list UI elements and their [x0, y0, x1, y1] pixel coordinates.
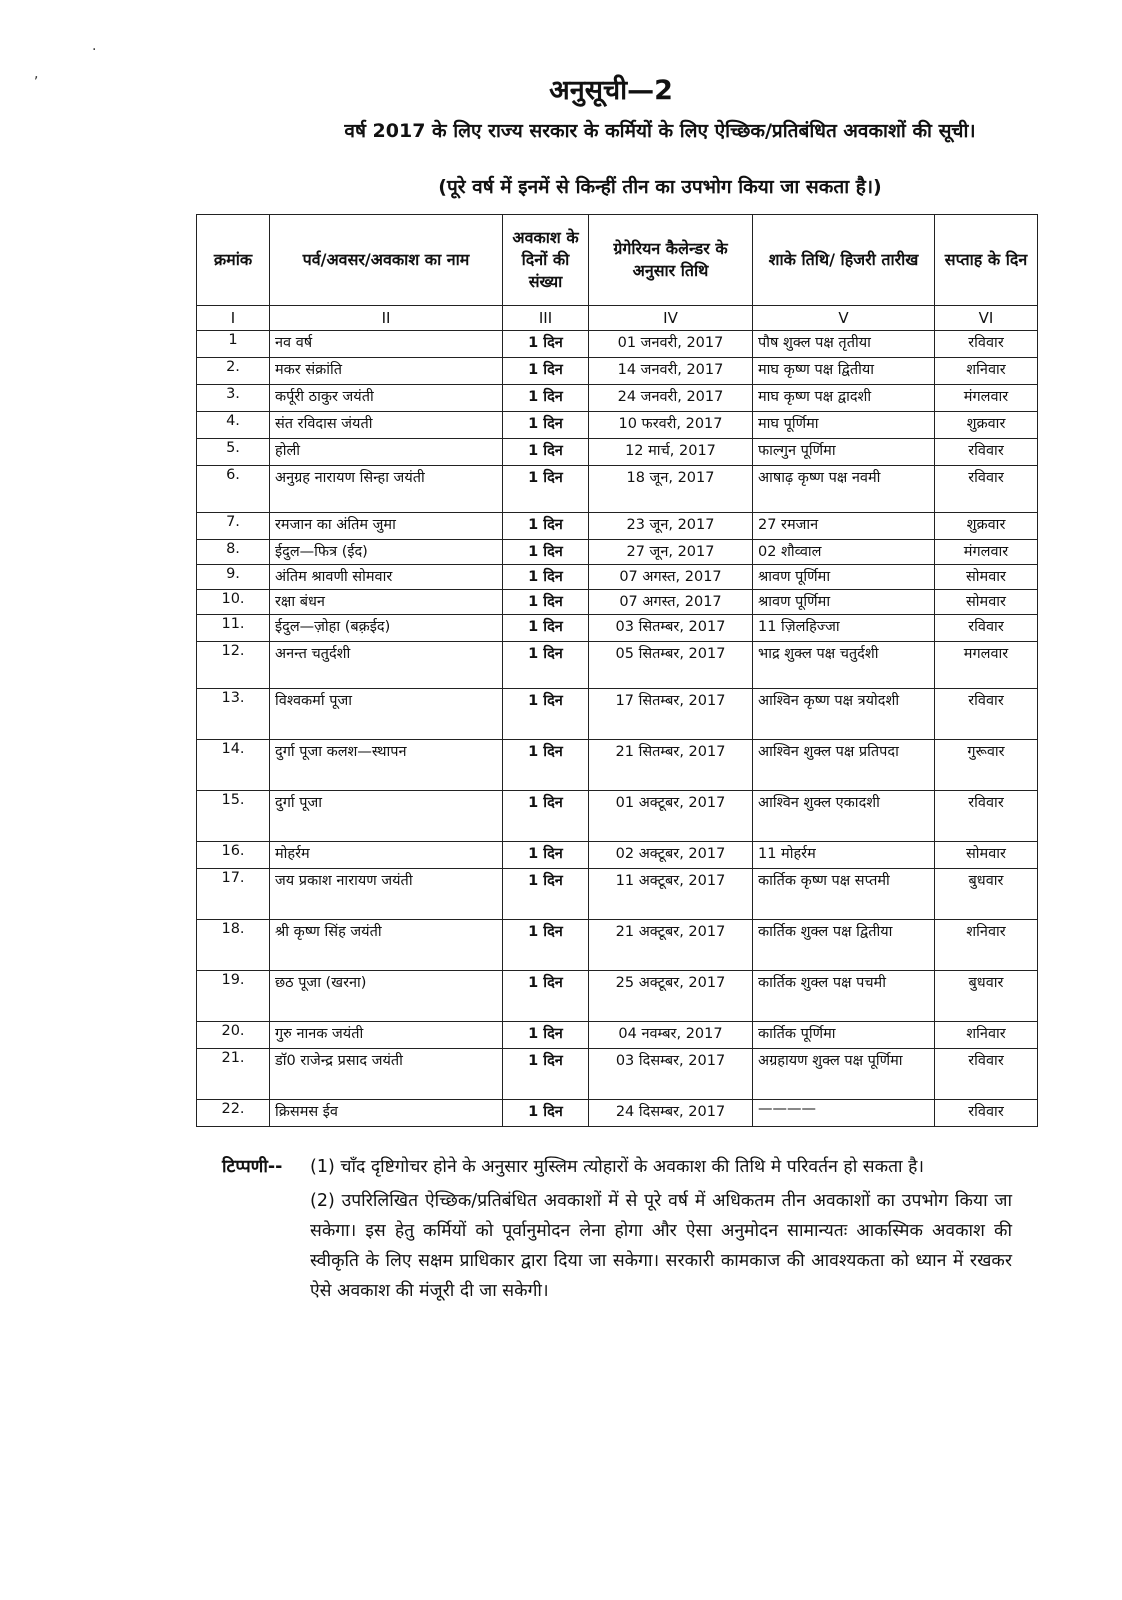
row-days-count: 1 दिन	[503, 385, 589, 412]
row-shaka-hijri-date: ————	[753, 1100, 935, 1127]
row-gregorian-date: 21 सितम्बर, 2017	[589, 740, 753, 791]
table-row	[197, 358, 1038, 385]
row-holiday-name: मोहर्रम	[270, 842, 503, 869]
notes-section	[222, 1152, 1012, 1310]
row-serial: 16.	[197, 842, 270, 869]
scan-speck: ,	[34, 66, 39, 82]
table-row	[197, 1022, 1038, 1049]
holiday-table	[196, 214, 1038, 1127]
table-row	[197, 971, 1038, 1022]
row-serial: 22.	[197, 1100, 270, 1127]
row-weekday: बुधवार	[935, 971, 1038, 1022]
table-row	[197, 869, 1038, 920]
row-holiday-name: ईदुल—फित्र (ईद)	[270, 540, 503, 565]
row-shaka-hijri-date: आश्विन कृष्ण पक्ष त्रयोदशी	[753, 689, 935, 740]
table-row	[197, 689, 1038, 740]
row-serial: 9.	[197, 565, 270, 590]
table-header-row	[197, 215, 1038, 306]
row-days-count: 1 दिन	[503, 1100, 589, 1127]
row-gregorian-date: 25 अक्टूबर, 2017	[589, 971, 753, 1022]
table-row	[197, 615, 1038, 642]
row-gregorian-date: 07 अगस्त, 2017	[589, 565, 753, 590]
note-item: (1) चाँद दृष्टिगोचर होने के अनुसार मुस्लिम त्योहारों के अवकाश की तिथि मे परिवर्तन हो सकता है।	[310, 1157, 925, 1177]
row-weekday: सोमवार	[935, 590, 1038, 615]
row-holiday-name: दुर्गा पूजा कलश—स्थापन	[270, 740, 503, 791]
row-serial: 6.	[197, 466, 270, 513]
table-row	[197, 1049, 1038, 1100]
row-weekday: रविवार	[935, 1100, 1038, 1127]
row-holiday-name: नव वर्ष	[270, 331, 503, 358]
document-subtitle: वर्ष 2017 के लिए राज्य सरकार के कर्मियों के लिए ऐच्छिक/प्रतिबंधित अवकाशों की सूची।	[344, 120, 976, 142]
row-gregorian-date: 02 अक्टूबर, 2017	[589, 842, 753, 869]
row-gregorian-date: 11 अक्टूबर, 2017	[589, 869, 753, 920]
row-shaka-hijri-date: अग्रहायण शुक्ल पक्ष पूर्णिमा	[753, 1049, 935, 1100]
row-shaka-hijri-date: 11 मोहर्रम	[753, 842, 935, 869]
row-gregorian-date: 01 अक्टूबर, 2017	[589, 791, 753, 842]
row-holiday-name: अनुग्रह नारायण सिन्हा जयंती	[270, 466, 503, 513]
row-days-count: 1 दिन	[503, 689, 589, 740]
row-days-count: 1 दिन	[503, 565, 589, 590]
row-days-count: 1 दिन	[503, 1049, 589, 1100]
table-row	[197, 791, 1038, 842]
row-days-count: 1 दिन	[503, 590, 589, 615]
row-days-count: 1 दिन	[503, 642, 589, 689]
row-shaka-hijri-date: 02 शौव्वाल	[753, 540, 935, 565]
row-holiday-name: क्रिसमस ईव	[270, 1100, 503, 1127]
table-row	[197, 920, 1038, 971]
row-days-count: 1 दिन	[503, 920, 589, 971]
row-weekday: मगलवार	[935, 642, 1038, 689]
table-row	[197, 439, 1038, 466]
row-holiday-name: गुरु नानक जयंती	[270, 1022, 503, 1049]
table-row	[197, 842, 1038, 869]
roman-numeral: VI	[935, 306, 1038, 331]
row-serial: 5.	[197, 439, 270, 466]
row-shaka-hijri-date: भाद्र शुक्ल पक्ष चतुर्दशी	[753, 642, 935, 689]
row-serial: 17.	[197, 869, 270, 920]
row-days-count: 1 दिन	[503, 615, 589, 642]
row-days-count: 1 दिन	[503, 466, 589, 513]
row-days-count: 1 दिन	[503, 1022, 589, 1049]
row-weekday: मंगलवार	[935, 385, 1038, 412]
row-days-count: 1 दिन	[503, 412, 589, 439]
row-gregorian-date: 14 जनवरी, 2017	[589, 358, 753, 385]
row-serial: 18.	[197, 920, 270, 971]
row-serial: 7.	[197, 513, 270, 540]
row-shaka-hijri-date: कार्तिक शुक्ल पक्ष द्वितीया	[753, 920, 935, 971]
row-gregorian-date: 24 दिसम्बर, 2017	[589, 1100, 753, 1127]
table-row	[197, 1100, 1038, 1127]
row-shaka-hijri-date: आषाढ़ कृष्ण पक्ष नवमी	[753, 466, 935, 513]
row-shaka-hijri-date: आश्विन शुक्ल पक्ष प्रतिपदा	[753, 740, 935, 791]
roman-numeral: IV	[589, 306, 753, 331]
row-weekday: बुधवार	[935, 869, 1038, 920]
header-name: पर्व/अवसर/अवकाश का नाम	[270, 215, 503, 306]
row-days-count: 1 दिन	[503, 791, 589, 842]
row-shaka-hijri-date: आश्विन शुक्ल एकादशी	[753, 791, 935, 842]
row-gregorian-date: 27 जून, 2017	[589, 540, 753, 565]
row-holiday-name: संत रविदास जंयती	[270, 412, 503, 439]
row-gregorian-date: 03 सितम्बर, 2017	[589, 615, 753, 642]
row-weekday: शनिवार	[935, 1022, 1038, 1049]
row-weekday: मंगलवार	[935, 540, 1038, 565]
row-shaka-hijri-date: कार्तिक पूर्णिमा	[753, 1022, 935, 1049]
row-weekday: रविवार	[935, 615, 1038, 642]
row-gregorian-date: 24 जनवरी, 2017	[589, 385, 753, 412]
table-row	[197, 513, 1038, 540]
row-holiday-name: विश्वकर्मा पूजा	[270, 689, 503, 740]
row-serial: 19.	[197, 971, 270, 1022]
row-serial: 10.	[197, 590, 270, 615]
table-body	[197, 331, 1038, 1127]
row-gregorian-date: 03 दिसम्बर, 2017	[589, 1049, 753, 1100]
row-holiday-name: रक्षा बंधन	[270, 590, 503, 615]
row-serial: 1	[197, 331, 270, 358]
row-holiday-name: होली	[270, 439, 503, 466]
row-gregorian-date: 01 जनवरी, 2017	[589, 331, 753, 358]
notes-label: टिप्पणी--	[222, 1157, 283, 1177]
header-gregorian-date: ग्रेगेरियन कैलेन्डर के अनुसार तिथि	[589, 215, 753, 306]
row-weekday: गुरूवार	[935, 740, 1038, 791]
row-shaka-hijri-date: कार्तिक कृष्ण पक्ष सप्तमी	[753, 869, 935, 920]
row-holiday-name: छठ पूजा (खरना)	[270, 971, 503, 1022]
row-gregorian-date: 12 मार्च, 2017	[589, 439, 753, 466]
row-holiday-name: अंतिम श्रावणी सोमवार	[270, 565, 503, 590]
row-weekday: रविवार	[935, 1049, 1038, 1100]
row-serial: 20.	[197, 1022, 270, 1049]
row-holiday-name: डॉ0 राजेन्द्र प्रसाद जयंती	[270, 1049, 503, 1100]
row-serial: 13.	[197, 689, 270, 740]
note-item: (2) उपरिलिखित ऐच्छिक/प्रतिबंधित अवकाशों में से पूरे वर्ष में अधिकतम तीन अवकाशों का उपभोग किया जा सकेगा। इस हेतु कर्मियों को पूर्वानुमोदन लेना होगा और ऐसा अनुमोदन सामान्यतः आकस्मिक अवकाश की स्वीकृति के लिए सक्षम प्राधिकार द्वारा दिया जा सकेगा। सरकारी कामकाज की आवश्यकता को ध्यान में रखकर ऐसे अवकाश की मंजूरी दी जा सकेगी।	[310, 1191, 1012, 1301]
row-serial: 8.	[197, 540, 270, 565]
row-days-count: 1 दिन	[503, 740, 589, 791]
row-serial: 11.	[197, 615, 270, 642]
row-gregorian-date: 18 जून, 2017	[589, 466, 753, 513]
header-days: अवकाश के दिनों की संख्या	[503, 215, 589, 306]
header-serial: क्रमांक	[197, 215, 270, 306]
document-subtitle-note: (पूरे वर्ष में इनमें से किन्हीं तीन का उपभोग किया जा सकता है।)	[438, 176, 882, 198]
row-weekday: रविवार	[935, 331, 1038, 358]
table-row	[197, 565, 1038, 590]
row-shaka-hijri-date: पौष शुक्ल पक्ष तृतीया	[753, 331, 935, 358]
row-holiday-name: ईदुल—ज़ोहा (बक़्रईद)	[270, 615, 503, 642]
row-holiday-name: अनन्त चतुर्दशी	[270, 642, 503, 689]
row-days-count: 1 दिन	[503, 869, 589, 920]
row-holiday-name: दुर्गा पूजा	[270, 791, 503, 842]
row-serial: 2.	[197, 358, 270, 385]
roman-numeral: V	[753, 306, 935, 331]
row-serial: 14.	[197, 740, 270, 791]
row-weekday: शनिवार	[935, 358, 1038, 385]
row-weekday: रविवार	[935, 791, 1038, 842]
row-weekday: रविवार	[935, 439, 1038, 466]
table-row	[197, 466, 1038, 513]
row-days-count: 1 दिन	[503, 513, 589, 540]
row-gregorian-date: 21 अक्टूबर, 2017	[589, 920, 753, 971]
row-shaka-hijri-date: माघ कृष्ण पक्ष द्वादशी	[753, 385, 935, 412]
row-days-count: 1 दिन	[503, 331, 589, 358]
row-holiday-name: रमजान का अंतिम जुमा	[270, 513, 503, 540]
table-row	[197, 331, 1038, 358]
row-weekday: शुक्रवार	[935, 412, 1038, 439]
roman-numeral: III	[503, 306, 589, 331]
row-holiday-name: मकर संक्रांति	[270, 358, 503, 385]
row-shaka-hijri-date: कार्तिक शुक्ल पक्ष पचमी	[753, 971, 935, 1022]
row-weekday: रविवार	[935, 689, 1038, 740]
row-days-count: 1 दिन	[503, 358, 589, 385]
row-shaka-hijri-date: 11 ज़िलहिज्जा	[753, 615, 935, 642]
row-days-count: 1 दिन	[503, 439, 589, 466]
row-gregorian-date: 04 नवम्बर, 2017	[589, 1022, 753, 1049]
row-shaka-hijri-date: श्रावण पूर्णिमा	[753, 565, 935, 590]
roman-numeral: II	[270, 306, 503, 331]
row-gregorian-date: 07 अगस्त, 2017	[589, 590, 753, 615]
row-serial: 3.	[197, 385, 270, 412]
row-days-count: 1 दिन	[503, 842, 589, 869]
row-shaka-hijri-date: माघ कृष्ण पक्ष द्वितीया	[753, 358, 935, 385]
header-weekday: सप्ताह के दिन	[935, 215, 1038, 306]
row-days-count: 1 दिन	[503, 971, 589, 1022]
row-shaka-hijri-date: श्रावण पूर्णिमा	[753, 590, 935, 615]
row-weekday: सोमवार	[935, 565, 1038, 590]
table-roman-row	[197, 306, 1038, 331]
row-holiday-name: श्री कृष्ण सिंह जयंती	[270, 920, 503, 971]
table-row	[197, 412, 1038, 439]
row-shaka-hijri-date: 27 रमजान	[753, 513, 935, 540]
table-row	[197, 740, 1038, 791]
table-row	[197, 642, 1038, 689]
row-days-count: 1 दिन	[503, 540, 589, 565]
row-weekday: रविवार	[935, 466, 1038, 513]
row-shaka-hijri-date: माघ पूर्णिमा	[753, 412, 935, 439]
row-weekday: सोमवार	[935, 842, 1038, 869]
row-holiday-name: कर्पूरी ठाकुर जयंती	[270, 385, 503, 412]
row-gregorian-date: 10 फरवरी, 2017	[589, 412, 753, 439]
roman-numeral: I	[197, 306, 270, 331]
table-row	[197, 590, 1038, 615]
row-gregorian-date: 17 सितम्बर, 2017	[589, 689, 753, 740]
row-weekday: शनिवार	[935, 920, 1038, 971]
row-shaka-hijri-date: फाल्गुन पूर्णिमा	[753, 439, 935, 466]
scan-speck: ·	[92, 42, 97, 58]
header-shaka-hijri-date: शाके तिथि/ हिजरी तारीख	[753, 215, 935, 306]
row-weekday: शुक्रवार	[935, 513, 1038, 540]
document-title: अनुसूची—2	[549, 75, 673, 106]
row-holiday-name: जय प्रकाश नारायण जयंती	[270, 869, 503, 920]
table-row	[197, 540, 1038, 565]
row-gregorian-date: 23 जून, 2017	[589, 513, 753, 540]
row-serial: 21.	[197, 1049, 270, 1100]
row-serial: 15.	[197, 791, 270, 842]
row-serial: 4.	[197, 412, 270, 439]
row-gregorian-date: 05 सितम्बर, 2017	[589, 642, 753, 689]
row-serial: 12.	[197, 642, 270, 689]
table-row	[197, 385, 1038, 412]
